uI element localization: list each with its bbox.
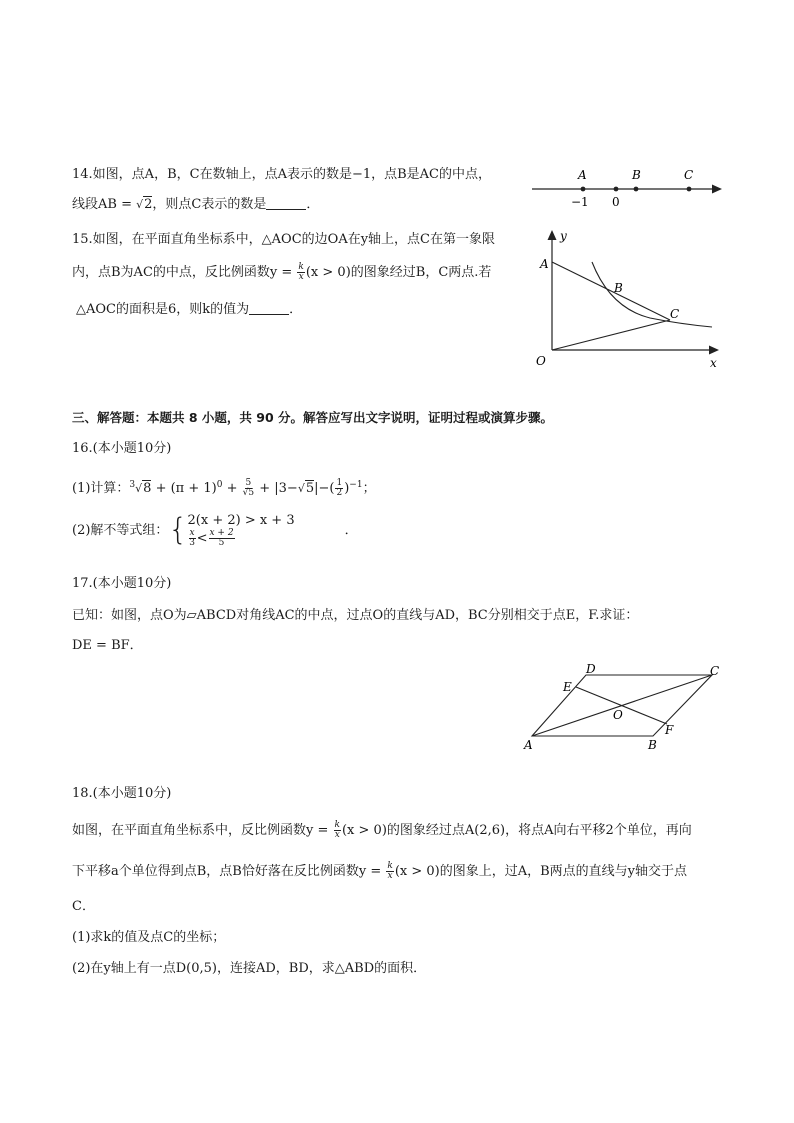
q16-p1-t2: + (π + 1) xyxy=(151,481,217,496)
q16-p1-frac-den: √5 xyxy=(242,488,255,498)
q18-line1 xyxy=(72,821,692,840)
q15-line3-end: ． xyxy=(289,302,303,317)
q18-fraction-1 xyxy=(334,821,341,840)
label-d: D xyxy=(586,662,596,676)
q16-p1-half xyxy=(335,479,343,498)
q16-p2-system xyxy=(188,513,295,548)
q18-frac1-num: k xyxy=(334,820,340,830)
q16-p1-t3: + xyxy=(222,481,242,496)
q17-line2: DE = BF． xyxy=(72,638,143,653)
label-f: F xyxy=(665,723,674,737)
q14-sqrt-value: 2 xyxy=(144,197,153,212)
q16-p1-t5: |−( xyxy=(314,481,335,496)
q15-coordinate-figure xyxy=(530,226,725,376)
q18-frac2-den: x xyxy=(387,871,393,881)
label-c: C xyxy=(670,307,680,321)
segment-ac xyxy=(552,262,670,320)
q15-line3 xyxy=(76,301,302,319)
q18-part2: (2)在y轴上有一点D(0,5)，连接AD，BD，求△ABD的面积． xyxy=(72,961,427,976)
q18-line2-b: (x > 0)的图象上，过A，B两点的直线与y轴交于点 xyxy=(394,864,688,879)
tick-zero: 0 xyxy=(612,195,620,209)
segment-oc xyxy=(552,320,670,350)
q16-p2-r2-n1: x xyxy=(189,528,195,538)
q15-line3-a: △AOC的面积是6，则k的值为 xyxy=(76,302,250,317)
hyperbola-curve xyxy=(592,262,712,327)
q14-number-line-figure xyxy=(530,162,725,212)
label-b: B xyxy=(648,738,657,752)
q18-fraction-2 xyxy=(386,862,393,881)
q16-p1-label: (1)计算： xyxy=(72,481,130,496)
point-b-dot xyxy=(634,187,639,192)
q16-part1: (1)计算：$^3√8 + (\pi + 1)^0$ + $\frac{5}{√5}$ + |3−√5|−( $\frac{1}{2}$ )$^{-1}$； xyxy=(72,478,376,498)
q16-p1-root-val: 8 xyxy=(143,481,152,496)
q16-p1-exp-neg: −1 xyxy=(349,480,363,490)
q16-p1-root-index: 3 xyxy=(129,480,136,490)
label-c: C xyxy=(710,664,720,678)
q16-p2-row1: 2(x + 2) > x + 3 xyxy=(187,513,295,528)
q16-p1-frac-num: 5 xyxy=(245,478,252,488)
label-e: E xyxy=(563,680,572,694)
label-a: A xyxy=(524,738,533,752)
q18-frac2-num: k xyxy=(387,861,393,871)
q16-p1-t6: ) xyxy=(344,481,350,496)
q16-p2-r2-d2: 5 xyxy=(218,538,225,548)
label-a: A xyxy=(540,257,549,271)
q15-fraction xyxy=(297,263,304,282)
q16-p1-exp0: 0 xyxy=(216,480,223,490)
q14-line2: 线段AB = √2，则点C表示的数是 ． xyxy=(72,197,320,212)
q15-answer-blank xyxy=(249,301,289,315)
q18-header: 18.(本小题10分) xyxy=(72,786,172,801)
q18-line3: C． xyxy=(72,899,95,914)
q16-p2-r2-d1: 3 xyxy=(189,538,195,548)
q15-line2 xyxy=(72,263,491,282)
q18-line1-a: 如图，在平面直角坐标系中，反比例函数y = xyxy=(72,823,333,838)
q14-line2-a: 线段AB = xyxy=(72,197,137,212)
q17-parallelogram-figure xyxy=(520,660,730,755)
q16-p1-half-num: 1 xyxy=(336,478,343,488)
q16-p1-sqrt5: 5 xyxy=(305,481,315,496)
q15-line2-b: (x > 0)的图象经过B，C两点.若 xyxy=(305,265,492,280)
q14-answer-blank xyxy=(266,196,306,210)
q16-p1-end: ； xyxy=(362,481,376,496)
q16-p2-row2 xyxy=(188,529,295,548)
q15-line2-a: 内，点B为AC的中点，反比例函数y = xyxy=(72,265,297,280)
q14-line2-end: ． xyxy=(306,197,320,212)
q16-p2-brace: { xyxy=(168,512,188,548)
label-o: O xyxy=(613,708,623,722)
point-zero-dot xyxy=(614,187,619,192)
q14-line1: 14.如图，点A，B，C在数轴上，点A表示的数是−1，点B是AC的中点， xyxy=(72,167,492,182)
q18-line2-a: 下平移a个单位得到点B，点B恰好落在反比例函数y = xyxy=(72,864,386,879)
q14-line2-b: ，则点C表示的数是 xyxy=(152,197,267,212)
tick-minus-one: −1 xyxy=(571,195,589,209)
q16-p2-r2-lt: < xyxy=(196,531,208,546)
q17-line1: 已知：如图，点O为▱ABCD对角线AC的中点，过点O的直线与AD，BC分别相交于点E，F.求证： xyxy=(72,608,639,623)
q16-p1-fraction xyxy=(243,479,254,498)
q16-p2-label: (2)解不等式组： xyxy=(72,523,169,538)
label-y: y xyxy=(560,229,567,243)
q16-p2-r2-n2: x + 2 xyxy=(209,528,234,538)
label-x: x xyxy=(710,356,717,370)
label-a: A xyxy=(578,168,587,182)
point-c-dot xyxy=(687,187,692,192)
q18-frac1-den: x xyxy=(334,830,340,840)
q16-p2-end: ． xyxy=(344,523,358,538)
label-b: B xyxy=(632,168,641,182)
label-b: B xyxy=(614,281,623,295)
q16-p1-half-den: 2 xyxy=(336,488,343,498)
label-o: O xyxy=(536,354,546,368)
point-a-dot xyxy=(581,187,586,192)
q17-header: 17.(本小题10分) xyxy=(72,576,172,591)
q16-p1-t4: + |3− xyxy=(255,481,298,496)
x-axis-arrow xyxy=(709,346,719,355)
q18-line1-b: (x > 0)的图象经过点A(2,6)，将点A向右平移2个单位，再向 xyxy=(341,823,692,838)
q15-frac-den: x xyxy=(298,272,304,282)
q15-line1: 15.如图，在平面直角坐标系中，△AOC的边OA在y轴上，点C在第一象限 xyxy=(72,232,496,247)
q16-part2 xyxy=(72,511,358,555)
y-axis-arrow xyxy=(548,230,557,240)
q18-line2 xyxy=(72,862,687,881)
q15-frac-num: k xyxy=(298,262,304,272)
section3-title: 三、解答题：本题共 8 小题，共 90 分。解答应写出文字说明，证明过程或演算步骤。 xyxy=(72,410,554,425)
number-line-arrow xyxy=(712,185,722,194)
q16-header: 16.(本小题10分) xyxy=(72,441,172,456)
label-c: C xyxy=(684,168,694,182)
q18-part1: (1)求k的值及点C的坐标； xyxy=(72,930,226,945)
